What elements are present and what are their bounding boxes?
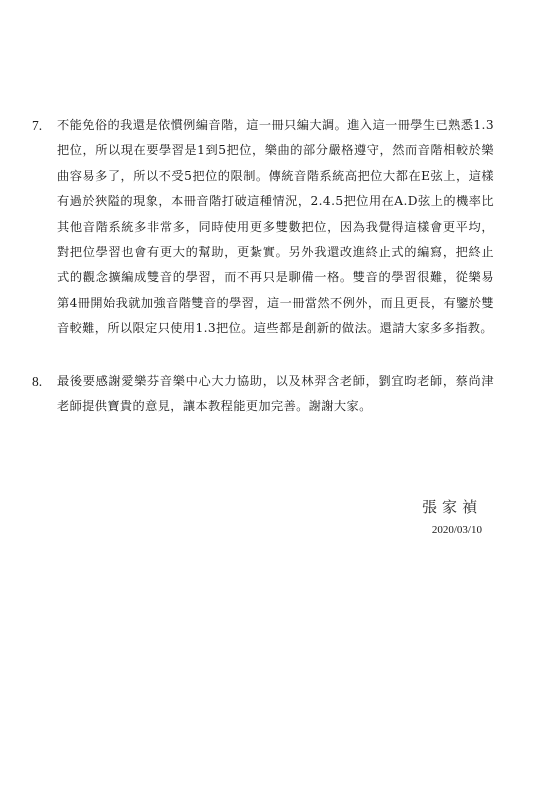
author-signature: 張家禎: [421, 498, 482, 516]
item-paragraph: 最後要感謝愛樂芬音樂中心大力協助，以及林羿含老師，劉宜昀老師，蔡尚津老師提供寶貴的意見，讓本教程能更加完善。謝謝大家。: [57, 374, 494, 414]
item-number: 7.: [32, 118, 43, 133]
item-number: 8.: [32, 374, 43, 389]
item-paragraph: 不能免俗的我還是依慣例編音階，這一冊只編大調。進入這一冊學生已熟悉1.3把位，所以現在要學習是1到5把位，樂曲的部分嚴格遵守，然而音階相較於樂曲容易多了，所以不受5把位的限制。傳統音階系統高把位大都在E弦上，這樣有過於狹隘的現象，本冊音階打破這種情況，2.4.5把位用在A.D弦上的機率比其他音階系統多非常多，同時使用更多雙數把位，因為我覺得這樣會更平均，對把位學習也會有更大的幫助，更紮實。另外我還改進終止式的編寫，把終止式的觀念擴編成雙音的學習，而不再只是聊備一格。雙音的學習很難，從樂易第4冊開始我就加強音階雙音的學習，這一冊當然不例外，而且更長，有鑒於雙音較難，所以限定只使用1.3把位。這些都是創新的做法。還請大家多多指教。: [57, 118, 494, 336]
list-item-8: [32, 369, 494, 420]
signature-date: 2020/03/10: [431, 524, 482, 536]
list-item-7: [32, 113, 494, 342]
